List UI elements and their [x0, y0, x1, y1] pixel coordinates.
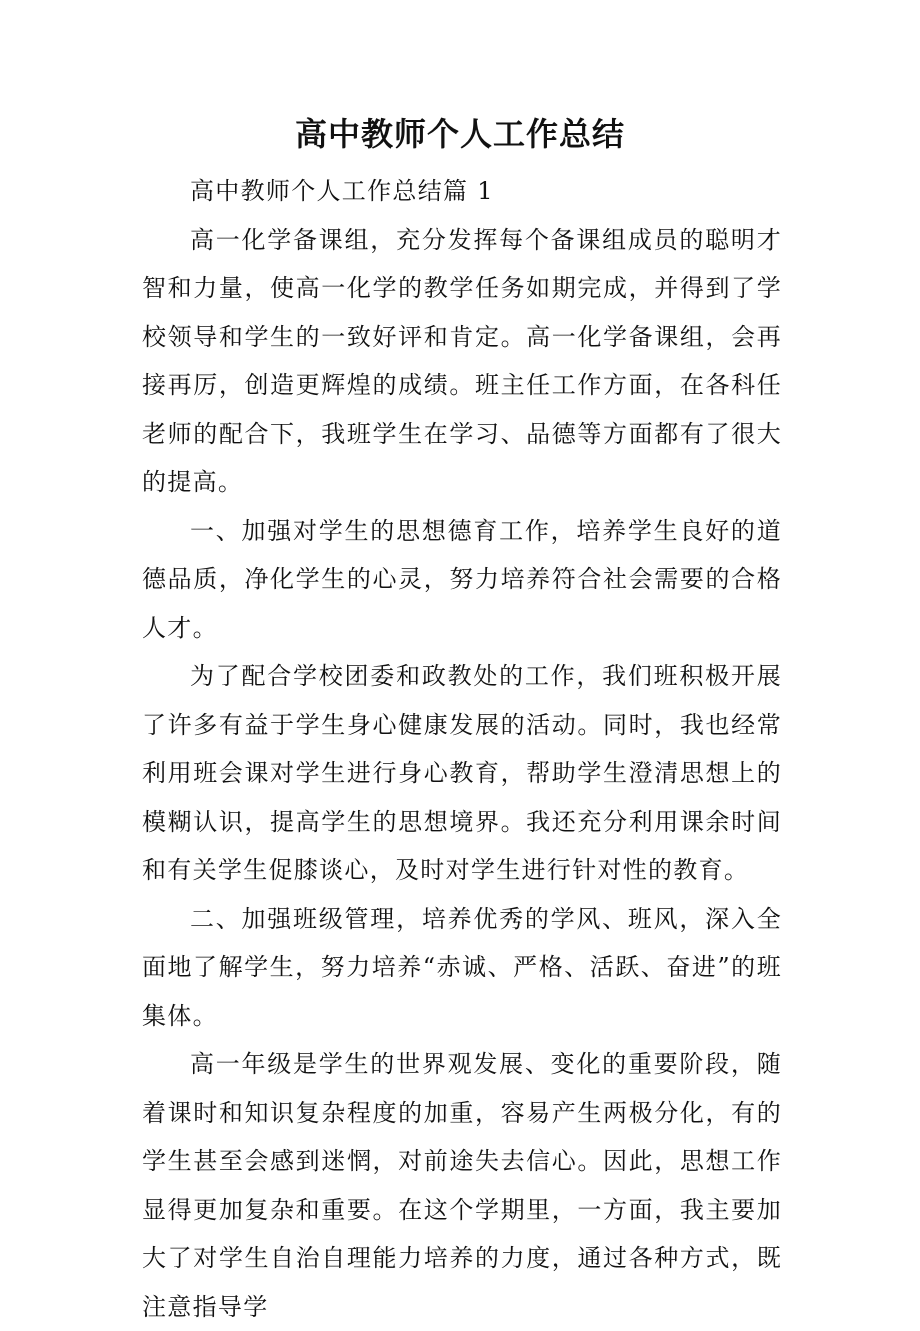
paragraph: 高一年级是学生的世界观发展、变化的重要阶段，随着课时和知识复杂程度的加重，容易产生两极分化，有的学生甚至会感到迷惘，对前途失去信心。因此，思想工作显得更加复杂和重要。在这个学期里，一方面，我主要加大了对学生自治自理能力培养的力度，通过各种方式，既注意指导学 — [142, 1050, 782, 1321]
paragraph: 一、加强对学生的思想德育工作，培养学生良好的道德品质，净化学生的心灵，努力培养符合社会需要的合格人才。 — [142, 516, 782, 642]
paragraph: 二、加强班级管理，培养优秀的学风、班风，深入全面地了解学生，努力培养“赤诚、严格、活跃、奋进”的班集体。 — [142, 904, 782, 1030]
section-heading: 高中教师个人工作总结篇 1 — [190, 177, 494, 205]
paragraph: 高一化学备课组，充分发挥每个备课组成员的聪明才智和力量，使高一化学的教学任务如期完成，并得到了学校领导和学生的一致好评和肯定。高一化学备课组，会再接再厉，创造更辉煌的成绩。班主任工作方面，在各科任老师的配合下，我班学生在学习、品德等方面都有了很大的提高。 — [142, 225, 782, 496]
paragraph: 为了配合学校团委和政教处的工作，我们班积极开展了许多有益于学生身心健康发展的活动。同时，我也经常利用班会课对学生进行身心教育，帮助学生澄清思想上的模糊认识，提高学生的思想境界。我还充分利用课余时间和有关学生促膝谈心，及时对学生进行针对性的教育。 — [142, 662, 782, 884]
document-title: 高中教师个人工作总结 — [294, 115, 625, 153]
document-body — [142, 167, 782, 1331]
